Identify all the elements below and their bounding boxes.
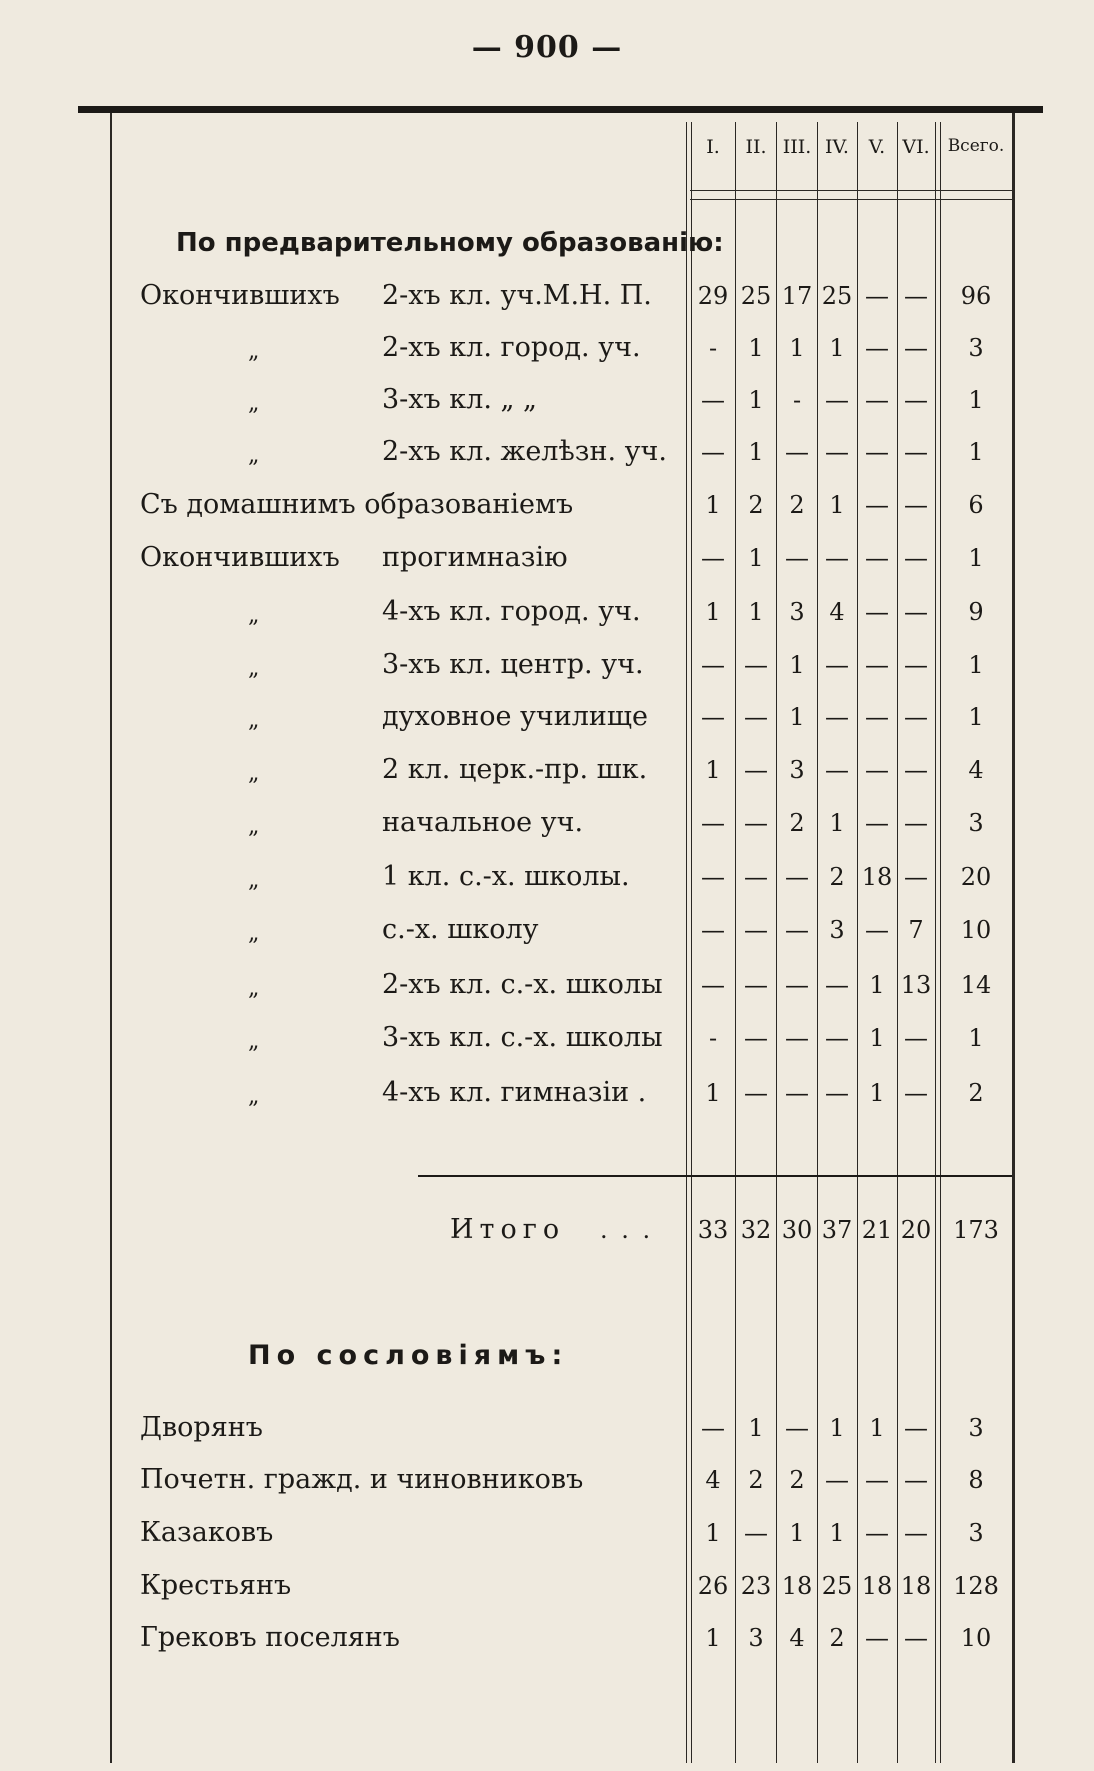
top-rule — [78, 106, 1043, 113]
table-cell: — — [825, 544, 849, 572]
row-label: Дворянъ — [140, 1412, 263, 1443]
ditto-mark: „ — [248, 868, 260, 893]
table-cell: — — [825, 1079, 849, 1107]
table-cell: — — [904, 756, 928, 784]
row-sublabel: с.-х. школу — [382, 914, 539, 945]
table-cell: 1 — [748, 598, 764, 626]
total-row — [0, 1205, 1094, 1255]
table-cell: — — [785, 916, 809, 944]
table-cell: — — [904, 598, 928, 626]
table-cell: — — [701, 544, 725, 572]
table-cell: 6 — [968, 491, 984, 519]
table-cell: 1 — [789, 334, 805, 362]
row-label: Почетн. гражд. и чиновниковъ — [140, 1464, 584, 1495]
row-label: Грековъ поселянъ — [140, 1622, 400, 1653]
table-cell: 26 — [697, 1572, 729, 1600]
table-cell: — — [785, 544, 809, 572]
column-header: VI. — [902, 136, 930, 158]
table-cell: 3 — [968, 334, 984, 362]
table-cell: 1 — [748, 1414, 764, 1442]
table-cell: — — [785, 438, 809, 466]
table-cell: 2 — [789, 1466, 805, 1494]
ditto-mark: „ — [248, 391, 260, 416]
row-sublabel: 1 кл. с.-х. школы. — [382, 861, 630, 892]
table-row — [0, 587, 1094, 637]
table-cell: 1 — [968, 386, 984, 414]
table-cell: — — [701, 703, 725, 731]
table-cell: — — [785, 863, 809, 891]
table-cell: 18 — [861, 1572, 893, 1600]
row-sublabel: 2-хъ кл. с.-х. школы — [382, 969, 663, 1000]
table-row — [0, 1508, 1094, 1558]
table-cell: 18 — [861, 863, 893, 891]
ditto-mark: „ — [248, 1084, 260, 1109]
column-header: II. — [745, 136, 767, 158]
table-cell: - — [708, 1024, 718, 1052]
table-cell: 2 — [748, 491, 764, 519]
table-cell: 21 — [861, 1216, 893, 1244]
row-sublabel: духовное училище — [382, 701, 648, 732]
row-sublabel: 2-хъ кл. желѣзн. уч. — [382, 436, 667, 467]
table-cell: 23 — [740, 1572, 772, 1600]
table-cell: — — [865, 916, 889, 944]
table-cell: 17 — [781, 282, 813, 310]
table-cell: — — [904, 651, 928, 679]
table-row — [0, 852, 1094, 902]
table-cell: 1 — [705, 491, 721, 519]
table-cell: — — [825, 386, 849, 414]
table-cell: — — [825, 1466, 849, 1494]
column-header: V. — [868, 136, 886, 158]
table-cell: — — [865, 334, 889, 362]
row-sublabel: 4-хъ кл. город. уч. — [382, 596, 641, 627]
row-label: Съ домашнимъ образованіемъ — [140, 489, 574, 520]
column-header: I. — [706, 136, 720, 158]
table-cell: 33 — [697, 1216, 729, 1244]
table-row — [0, 1561, 1094, 1611]
table-cell: 4 — [968, 756, 984, 784]
table-cell: — — [904, 386, 928, 414]
table-cell: — — [701, 916, 725, 944]
table-cell: 2 — [748, 1466, 764, 1494]
table-cell: 2 — [968, 1079, 984, 1107]
table-cell: — — [785, 1024, 809, 1052]
table-cell: — — [744, 1079, 768, 1107]
row-sublabel: прогимназію — [382, 542, 568, 573]
table-cell: 1 — [869, 1024, 885, 1052]
table-cell: 3 — [968, 809, 984, 837]
table-cell: 173 — [953, 1216, 999, 1244]
table-row — [0, 692, 1094, 742]
column-header: IV. — [825, 136, 849, 158]
table-cell: — — [744, 1519, 768, 1547]
table-cell: 1 — [705, 598, 721, 626]
table-cell: — — [904, 703, 928, 731]
table-cell: — — [701, 1414, 725, 1442]
table-cell: 18 — [781, 1572, 813, 1600]
table-cell: — — [744, 756, 768, 784]
table-cell: 1 — [968, 544, 984, 572]
table-cell: 1 — [829, 1519, 845, 1547]
table-cell: — — [904, 334, 928, 362]
table-cell: 1 — [869, 1079, 885, 1107]
table-cell: 1 — [869, 971, 885, 999]
table-cell: 3 — [829, 916, 845, 944]
table-cell: 1 — [968, 438, 984, 466]
table-cell: 13 — [900, 971, 932, 999]
table-cell: 29 — [697, 282, 729, 310]
table-cell: 10 — [960, 916, 992, 944]
table-cell: 4 — [789, 1624, 805, 1652]
table-row — [0, 640, 1094, 690]
table-cell: 3 — [789, 756, 805, 784]
ditto-mark: „ — [248, 656, 260, 681]
table-cell: — — [825, 438, 849, 466]
row-sublabel: 3-хъ кл. с.-х. школы — [382, 1022, 663, 1053]
table-cell: 3 — [968, 1414, 984, 1442]
table-row — [0, 480, 1094, 530]
ditto-mark: „ — [248, 603, 260, 628]
table-row — [0, 960, 1094, 1010]
table-cell: — — [904, 1414, 928, 1442]
table-cell: — — [865, 756, 889, 784]
table-cell: — — [744, 971, 768, 999]
table-cell: 1 — [829, 334, 845, 362]
row-sublabel: 3-хъ кл. „ „ — [382, 384, 538, 415]
table-row — [0, 1455, 1094, 1505]
table-cell: 1 — [789, 651, 805, 679]
table-cell: 1 — [789, 1519, 805, 1547]
table-cell: — — [865, 1519, 889, 1547]
section-heading-estates: По сословіямъ: — [248, 1340, 569, 1371]
table-cell: — — [904, 282, 928, 310]
total-rule — [418, 1175, 1012, 1177]
ditto-mark: „ — [248, 921, 260, 946]
table-row — [0, 533, 1094, 583]
table-cell: — — [904, 1624, 928, 1652]
table-cell: — — [904, 491, 928, 519]
table-cell: - — [708, 334, 718, 362]
table-cell: 1 — [829, 491, 845, 519]
table-cell: 2 — [829, 1624, 845, 1652]
table-cell: — — [785, 1079, 809, 1107]
ditto-mark: „ — [248, 976, 260, 1001]
table-cell: 8 — [968, 1466, 984, 1494]
table-cell: — — [865, 438, 889, 466]
row-sublabel: 2-хъ кл. город. уч. — [382, 332, 641, 363]
ditto-mark: „ — [248, 761, 260, 786]
table-cell: 1 — [968, 651, 984, 679]
ditto-mark: „ — [248, 814, 260, 839]
table-row — [0, 271, 1094, 321]
table-row — [0, 745, 1094, 795]
table-cell: 1 — [789, 703, 805, 731]
table-cell: — — [904, 544, 928, 572]
ditto-mark: „ — [248, 443, 260, 468]
table-cell: — — [701, 386, 725, 414]
table-cell: — — [744, 651, 768, 679]
table-cell: — — [865, 651, 889, 679]
table-cell: — — [865, 1624, 889, 1652]
row-label: Окончившихъ — [140, 280, 340, 311]
table-cell: — — [904, 438, 928, 466]
table-cell: 3 — [789, 598, 805, 626]
table-cell: 1 — [748, 544, 764, 572]
table-cell: - — [792, 386, 802, 414]
row-label: Окончившихъ — [140, 542, 340, 573]
table-cell: 1 — [705, 1519, 721, 1547]
table-cell: — — [865, 598, 889, 626]
table-cell: 14 — [960, 971, 992, 999]
table-cell: — — [744, 809, 768, 837]
table-cell: 1 — [829, 809, 845, 837]
table-cell: 1 — [748, 386, 764, 414]
table-row — [0, 1403, 1094, 1453]
table-cell: — — [825, 756, 849, 784]
table-cell: — — [744, 703, 768, 731]
table-row — [0, 1613, 1094, 1663]
table-cell: 1 — [748, 334, 764, 362]
row-sublabel: начальное уч. — [382, 807, 584, 838]
table-cell: 25 — [740, 282, 772, 310]
table-cell: 18 — [900, 1572, 932, 1600]
table-cell: 20 — [900, 1216, 932, 1244]
ditto-mark: „ — [248, 708, 260, 733]
table-cell: — — [744, 1024, 768, 1052]
table-cell: 9 — [968, 598, 984, 626]
table-cell: 1 — [748, 438, 764, 466]
section-heading-education: По предварительному образованію: — [176, 228, 724, 258]
table-cell: — — [865, 282, 889, 310]
table-cell: — — [904, 1024, 928, 1052]
table-cell: 2 — [829, 863, 845, 891]
table-cell: — — [785, 971, 809, 999]
table-cell: — — [865, 386, 889, 414]
table-row — [0, 375, 1094, 425]
leader-dots: . . . — [600, 1216, 654, 1244]
row-sublabel: 4-хъ кл. гимназіи . — [382, 1077, 647, 1108]
table-cell: — — [701, 438, 725, 466]
table-cell: — — [904, 863, 928, 891]
table-cell: — — [825, 651, 849, 679]
table-cell: 30 — [781, 1216, 813, 1244]
table-cell: 4 — [829, 598, 845, 626]
table-cell: 3 — [968, 1519, 984, 1547]
table-cell: 37 — [821, 1216, 853, 1244]
row-sublabel: 3-хъ кл. центр. уч. — [382, 649, 644, 680]
table-cell: — — [825, 971, 849, 999]
row-label: Казаковъ — [140, 1517, 274, 1548]
ditto-mark: „ — [248, 339, 260, 364]
table-cell: 1 — [705, 1079, 721, 1107]
table-row — [0, 1013, 1094, 1063]
table-row — [0, 323, 1094, 373]
table-cell: 1 — [705, 1624, 721, 1652]
table-cell: — — [904, 1466, 928, 1494]
table-cell: 1 — [968, 703, 984, 731]
table-cell: 2 — [789, 491, 805, 519]
table-cell: — — [701, 809, 725, 837]
table-cell: — — [701, 651, 725, 679]
table-cell: 25 — [821, 282, 853, 310]
table-cell: — — [865, 1466, 889, 1494]
table-cell: 1 — [829, 1414, 845, 1442]
table-row — [0, 798, 1094, 848]
table-cell: 20 — [960, 863, 992, 891]
table-cell: — — [825, 1024, 849, 1052]
table-row — [0, 427, 1094, 477]
header-rule — [690, 190, 1015, 200]
table-cell: 1 — [968, 1024, 984, 1052]
table-cell: — — [825, 703, 849, 731]
page-number: — 900 — — [471, 30, 623, 65]
table-row — [0, 905, 1094, 955]
table-cell: 4 — [705, 1466, 721, 1494]
table-cell: — — [904, 809, 928, 837]
table-cell: — — [865, 809, 889, 837]
table-row — [0, 1068, 1094, 1118]
row-sublabel: 2-хъ кл. уч.М.Н. П. — [382, 280, 652, 311]
table-cell: 128 — [953, 1572, 999, 1600]
table-cell: 96 — [960, 282, 992, 310]
table-cell: 10 — [960, 1624, 992, 1652]
row-label: Крестьянъ — [140, 1570, 292, 1601]
table-cell: 25 — [821, 1572, 853, 1600]
column-header: III. — [782, 136, 812, 158]
table-cell: — — [701, 971, 725, 999]
table-cell: — — [785, 1414, 809, 1442]
table-cell: — — [865, 491, 889, 519]
table-cell: 3 — [748, 1624, 764, 1652]
row-sublabel: 2 кл. церк.-пр. шк. — [382, 754, 648, 785]
table-cell: 2 — [789, 809, 805, 837]
table-cell: 1 — [869, 1414, 885, 1442]
table-cell: — — [865, 544, 889, 572]
table-cell: — — [744, 863, 768, 891]
table-cell: — — [865, 703, 889, 731]
table-cell: — — [904, 1079, 928, 1107]
total-label: Итого — [450, 1214, 566, 1245]
table-cell: — — [904, 1519, 928, 1547]
table-cell: 1 — [705, 756, 721, 784]
ditto-mark: „ — [248, 1029, 260, 1054]
column-header: Всего. — [947, 136, 1005, 156]
table-cell: — — [701, 863, 725, 891]
table-cell: 7 — [908, 916, 924, 944]
table-cell: 32 — [740, 1216, 772, 1244]
table-cell: — — [744, 916, 768, 944]
